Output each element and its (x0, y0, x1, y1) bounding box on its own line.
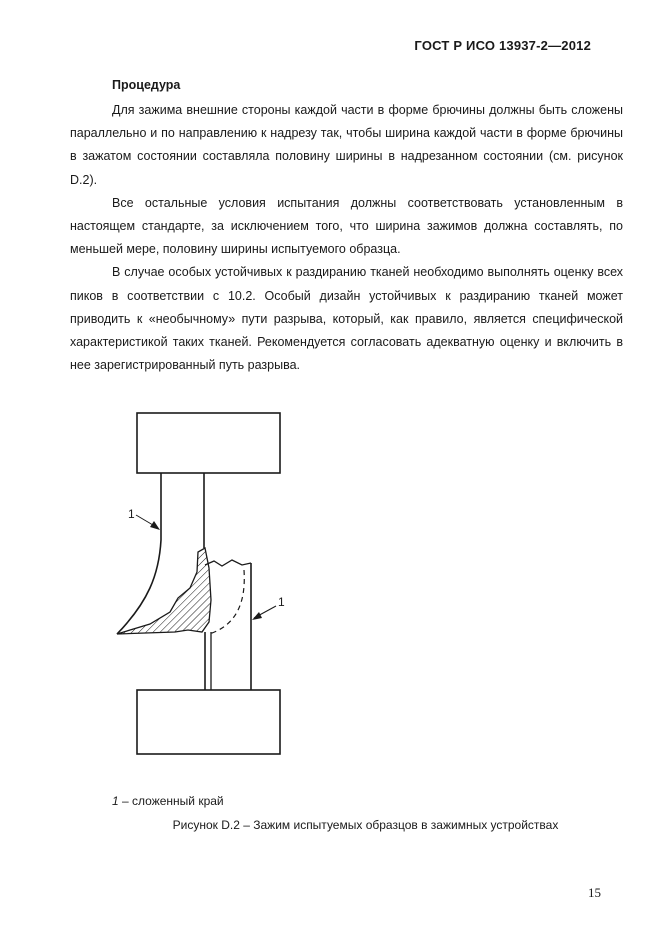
section-heading: Процедура (112, 78, 181, 92)
paragraph-1: Для зажима внешние стороны каждой части в форме брючины должны быть сложены параллельно и по направлению к надрезу так, чтобы ширина каждой части в форме брючины в зажатом состоянии составляла половину ширины в надрезанном состоянии (см. рисунок D.2). (70, 103, 623, 187)
dashed-fold-line (209, 570, 244, 634)
paragraph-2: Все остальные условия испытания должны соответствовать установленным в настоящем стандарте, за исключением того, что ширина зажимов должна составлять, по меньшей мере, половину ширины испытуемого образца. (70, 195, 623, 257)
paragraph-3: В случае особых устойчивых к раздиранию тканей необходимо выполнять оценку всех пиков в соответствии с 10.2. Особый дизайн устойчивых к раздиранию тканей может приводить к «необычному» пути разрыва, который, как правило, является специфической характеристикой таких тканей. Рекомендуется согласовать адекватную оценку и включить в нее зарегистрированный путь разрыва. (70, 265, 623, 373)
page-number: 15 (588, 885, 601, 900)
callout-left-arrowhead (150, 521, 160, 530)
callout-right-arrowhead (252, 612, 262, 620)
document-code: ГОСТ Р ИСО 13937-2—2012 (414, 38, 591, 53)
body-text (70, 99, 623, 377)
figure-legend (112, 794, 224, 808)
figure-d2-diagram (105, 405, 305, 765)
upper-specimen-left-edge (117, 473, 161, 634)
torn-edge (205, 560, 251, 566)
callout-right-label: 1 (278, 595, 285, 609)
legend-number: 1 (112, 794, 119, 808)
figure-caption: Рисунок D.2 – Зажим испытуемых образцов в зажимных устройствах (172, 818, 559, 832)
callout-left-label: 1 (128, 507, 135, 521)
folded-edge-hatched (117, 548, 211, 634)
lower-clamp (137, 690, 280, 754)
legend-text: – сложенный край (118, 794, 224, 808)
upper-clamp (137, 413, 280, 473)
